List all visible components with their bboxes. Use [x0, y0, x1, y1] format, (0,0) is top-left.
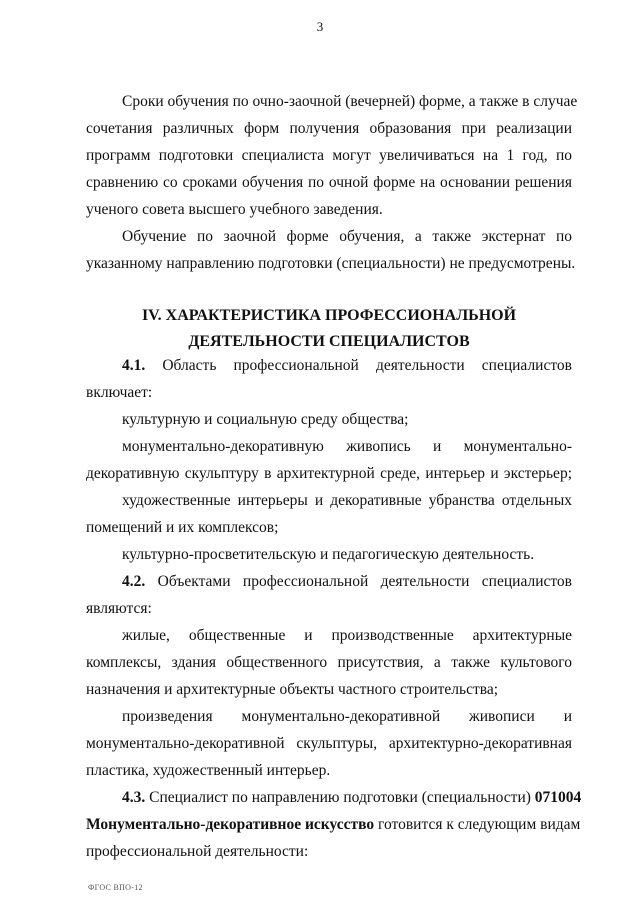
- para1-line1: Сроки обучения по очно-заочной (вечерней) форме, а также в случае: [122, 93, 578, 110]
- p42-line1: [122, 572, 572, 592]
- p43-text: Специалист по направлению подготовки (специальности): [149, 789, 531, 806]
- p42-item2-line2: монументально-декоративной скульптуры, архитектурно-декоративная: [86, 735, 572, 752]
- para1-line3: программ подготовки специалиста могут увеличиваться на 1 год, по: [86, 147, 572, 164]
- p42-item1-line2: комплексы, здания общественного присутствия, а также культового: [86, 654, 572, 671]
- p42-item2-line1: произведения монументально-декоративной живописи и: [122, 708, 572, 725]
- p42-number: 4.2.: [122, 573, 146, 590]
- p42-line2: являются:: [86, 600, 152, 617]
- p43-line3: профессиональной деятельности:: [86, 843, 309, 860]
- p43-code: 071004: [534, 789, 582, 806]
- p42-text: Объектами профессиональной деятельности специалистов: [157, 573, 573, 590]
- p41-item3-line2: помещений и их комплексов;: [86, 519, 279, 536]
- p41-item4: культурно-просветительскую и педагогическую деятельность.: [122, 546, 535, 563]
- p42-item1-line1: жилые, общественные и производственные архитектурные: [122, 627, 572, 644]
- para1-line4: сравнению со сроками обучения по очной форме на основании решения: [86, 174, 572, 191]
- p41-text: Область профессиональной деятельности специалистов: [162, 357, 572, 374]
- p43-number: 4.3.: [122, 789, 146, 806]
- p43-line2-text: готовится к следующим видам: [378, 816, 581, 833]
- section-title-line1: IV. ХАРАКТЕРИСТИКА ПРОФЕССИОНАЛЬНОЙ: [141, 307, 517, 324]
- p41-item2-line2: декоративную скульптуру в архитектурной среде, интерьер и экстерьер;: [86, 465, 572, 482]
- p41-item1: культурную и социальную среду общества;: [122, 411, 409, 428]
- p41-item3-line1: художественные интерьеры и декоративные убранства отдельных: [122, 492, 572, 509]
- p42-item2-line3: пластика, художественный интерьер.: [86, 762, 331, 779]
- p43-line1: [122, 788, 582, 808]
- p42-item1-line3: назначения и архитектурные объекты частного строительства;: [86, 681, 499, 698]
- section-title-line2: ДЕЯТЕЛЬНОСТИ СПЕЦИАЛИСТОВ: [188, 333, 470, 350]
- para2-line1: Обучение по заочной форме обучения, а также экстернат по: [122, 228, 572, 245]
- page-number: 3: [316, 19, 324, 34]
- p43-specialty: Монументально-декоративное искусство: [86, 816, 375, 833]
- p41-line1: [122, 356, 572, 376]
- para1-line2: сочетания различных форм получения образования при реализации: [86, 120, 572, 137]
- p41-item2-line1: монументально-декоративную живопись и монументально-: [122, 438, 572, 455]
- para1-line5: ученого совета высшего учебного заведения.: [86, 201, 383, 218]
- p43-line2: [86, 815, 581, 835]
- footer-label: ФГОС ВПО-12: [88, 883, 143, 892]
- p41-line2: включает:: [86, 384, 153, 401]
- p41-number: 4.1.: [122, 357, 146, 374]
- para2-line2: указанному направлению подготовки (специальности) не предусмотрены.: [86, 255, 576, 272]
